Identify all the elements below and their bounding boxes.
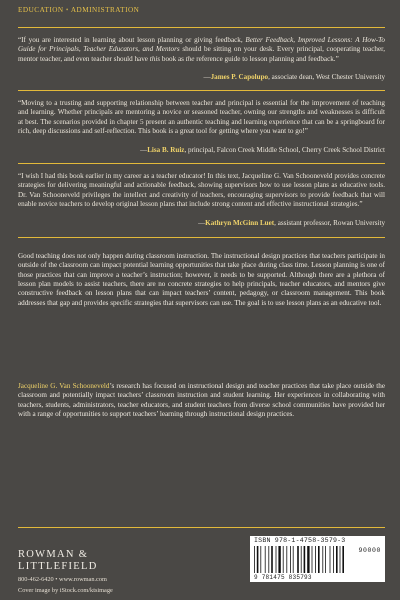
divider-3 <box>18 237 385 238</box>
endorsement-2-attribution: —Lisa B. Ruiz, principal, Falcon Creek Middle School, Cherry Creek School District <box>140 146 385 154</box>
category-administration: ADMINISTRATION <box>70 6 140 14</box>
author-name: Jacqueline G. Van Schooneveld <box>18 382 110 390</box>
endorsement-1-author: James P. Capolupo <box>210 73 269 81</box>
endorsement-1-attribution: —James P. Capolupo, associate dean, West Chester University <box>203 73 385 81</box>
publisher-logo <box>18 549 98 572</box>
endorsement-3-quote: “I wish I had this book earlier in my career as a teacher educator! In this text, Jacqueline G. Van Schooneveld provides concrete strategies for delivering meaningful and actionable feedback, showing supervisors how to use lesson plans as educative tools. Dr. Van Schooneveld privileges the intellect and creativity of teachers, encouraging supervisors to provide feedback that will enable novice teachers to develop original lesson plans that include strong content and effective instructional strategies.” <box>18 172 385 208</box>
isbn-barcode <box>250 536 385 582</box>
divider-1 <box>18 90 385 91</box>
category-education: EDUCATION <box>18 6 64 14</box>
endorsement-1-role: , associate dean, West Chester University <box>268 73 385 81</box>
author-bio <box>18 382 385 419</box>
endorsement-2-role: , principal, Falcon Creek Middle School, Cherry Creek School District <box>184 146 385 154</box>
publisher-contact: 800-462-6420 • www.rowman.com <box>18 576 107 583</box>
book-description: Good teaching does not only happen during classroom instruction. The instructional design practices that teachers participate in outside of the classroom can impact potential learning opportunities that take place during class time. Lesson planning is one of those practices that can improve a teacher’s instruction; however, it needs to be supported. Although there are a plethora of lesson plan models to assist teachers, there are no concrete strategies to help principals, teacher educators, and mentors give constructive feedback on lesson plans that can impact teachers’ content, pedagogy, or classroom management. This book addresses that gap and provides specific strategies that supervisors can use. The goal is to use lesson plans as an educative tool. <box>18 252 385 307</box>
endorsement-3-attribution: —Kathryn McGinn Luet, assistant professor, Rowan University <box>198 219 385 227</box>
category-separator: • <box>65 6 69 14</box>
endorsement-2-quote: “Moving to a trusting and supporting relationship between teacher and principal is essential for the improvement of teaching and learning. Whether principals are mentoring a novice or seasoned teacher, owning our strengths and weaknesses is difficult at best. The scenarios provided in chapter 5 present an authentic teaching and learning experience that can be a springboard for rich, deep discussions and self-reflection. This book is a great tool for getting where you want to go!” <box>18 99 385 135</box>
isbn-number: ISBN 978-1-4758-3579-3 <box>254 537 346 544</box>
price-code: 90000 <box>358 547 381 554</box>
endorsement-3-role: , assistant professor, Rowan University <box>274 219 385 227</box>
barcode-bars <box>254 546 349 573</box>
publisher-name-line2: LITTLEFIELD <box>18 560 98 572</box>
author-bio-text: ’s research has focused on instructional design and teacher practices that take place outside the classroom and potentially impact teachers’ classroom instruction and student learning. Her experiences in collaborating with teachers, students, administrators, teacher educators, and student teachers from diverse school communities have provided her with a range of opportunities to support teachers’ learning through instructional design practices. <box>18 382 385 419</box>
divider-2 <box>18 163 385 164</box>
publisher-name-line1: ROWMAN & <box>18 549 89 560</box>
endorsement-2-author: Lisa B. Ruiz <box>147 146 185 154</box>
divider-top <box>18 27 385 28</box>
endorsement-1-quote: “If you are interested in learning about lesson planning or giving feedback, Better Feedback, Improved Lessons: A How-To Guide for Principals, Teacher Educators, and Mentors should be sitting on your desk. Every principal, cooperating teacher, mentor teacher, and even teacher should have this book as the reference guide to lesson planning and feedback.” <box>18 36 385 63</box>
category-label <box>18 6 139 14</box>
divider-bottom <box>18 527 385 528</box>
endorsement-3-author: Kathryn McGinn Luet <box>205 219 275 227</box>
cover-image-credit: Cover image by iStock.com/ktsimage <box>18 587 113 594</box>
barcode-digits: 9 781475 835793 <box>254 574 312 581</box>
